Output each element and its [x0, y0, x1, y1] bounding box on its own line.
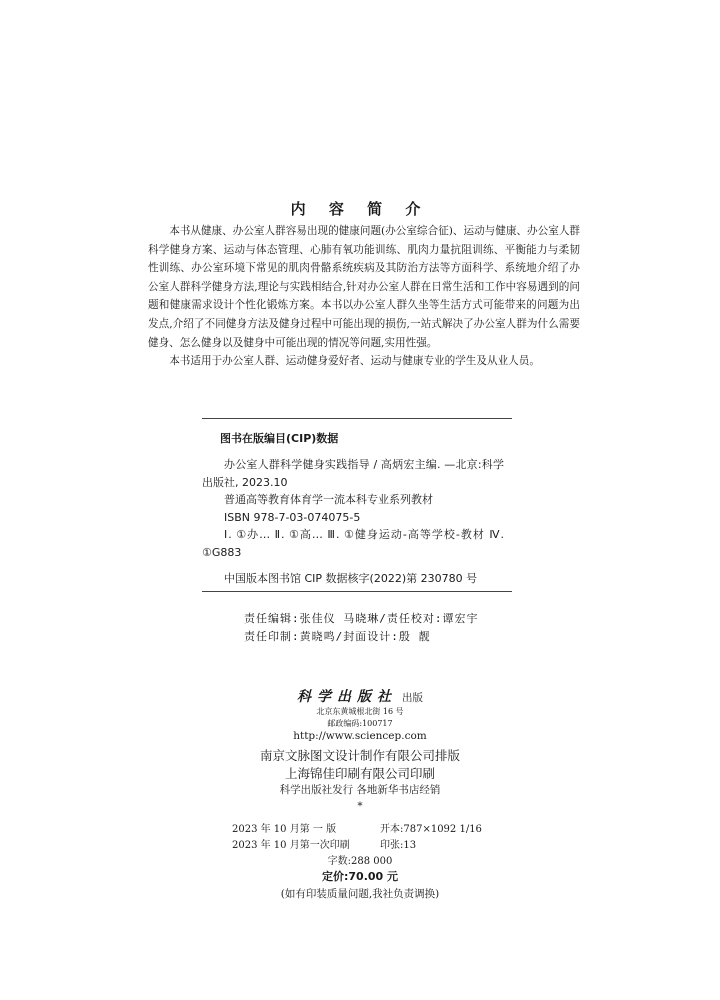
cip-classification-block — [202, 526, 504, 561]
separator-asterisk: * — [357, 800, 363, 812]
summary-body — [148, 222, 580, 371]
staff-line-1: 责任编辑:张佳仪 马晓琳/责任校对:谭宏宇 — [244, 612, 479, 625]
printing-line: 上海锦佳印刷有限公司印刷 — [284, 766, 435, 781]
publisher-address: 北京东黄城根北街 16 号 — [316, 707, 404, 716]
publisher-logo: 科学出版社 — [296, 689, 397, 705]
publisher-postcode: 邮政编码:100717 — [327, 719, 393, 728]
publisher-website: http://www.sciencep.com — [293, 730, 427, 742]
summary-paragraph-2: 本书适用于办公室人群、运动健身爱好者、运动与健康专业的学生及从业人员。 — [169, 355, 540, 368]
cip-heading: 图书在版编目(CIP)数据 — [220, 432, 339, 445]
distribution-line: 科学出版社发行 各地新华书店经销 — [279, 784, 441, 796]
print-date: 2023 年 10 月第一次印刷 — [232, 840, 350, 851]
cip-isbn: ISBN 978-7-03-074075-5 — [224, 510, 361, 524]
edition-date: 2023 年 10 月第 一 版 — [232, 824, 337, 835]
publisher-line — [0, 686, 720, 706]
cip-record: 中国版本图书馆 CIP 数据核字(2022)第 230780 号 — [224, 572, 478, 585]
typesetting-line: 南京文脉图文设计制作有限公司排版 — [259, 748, 460, 763]
summary-paragraph-1: 本书从健康、办公室人群容易出现的健康问题(办公室综合征)、运动与健康、办公室人群科学健身方案、运动与体态管理、心肺有氧功能训练、肌肉力量抗阻训练、平衡能力与柔韧性训练、办公室环境下常见的肌肉骨骼系统疾病及其防治方法等方面科学、系统地介绍了办公室人群科学健身方法,理论与实践相结合,针对办公室人群在日常生活和工作中容易遇到的问题和健康需求设计个性化锻炼方案。本书以办公室人群久坐等生活方式可能带来的问题为出发点,介绍了不同健身方法及健身过程中可能出现的损伤,一站式解决了办公室人群为什么需要健身、怎么健身以及健身中可能出现的情况等问题,实用性强。 — [148, 225, 581, 349]
cip-entry-title: 办公室人群科学健身实践指导 / 高炳宏主编. —北京:科学出版社, 2023.10 — [202, 458, 504, 489]
summary-title: 内 容 简 介 — [290, 200, 430, 218]
cip-classification: Ⅰ. ①办… Ⅱ. ①高… Ⅲ. ①健身运动-高等学校-教材 Ⅳ. ①G883 — [202, 528, 504, 559]
cip-record-block — [202, 570, 504, 588]
staff-line-2: 责任印制:黄晓鸣/封面设计:殷 靓 — [244, 630, 431, 643]
quality-notice: (如有印装质量问题,我社负责调换) — [280, 888, 440, 900]
format-info: 开本:787×1092 1/16 — [380, 824, 482, 835]
publisher-suffix: 出版 — [402, 692, 424, 704]
word-count: 字数:288 000 — [327, 856, 393, 867]
sheets-info: 印张:13 — [380, 840, 417, 851]
cip-entry-series: 普通高等教育体育学一流本科专业系列教材 — [224, 493, 433, 506]
cip-entries — [202, 456, 504, 526]
price: 定价:70.00 元 — [321, 870, 399, 883]
